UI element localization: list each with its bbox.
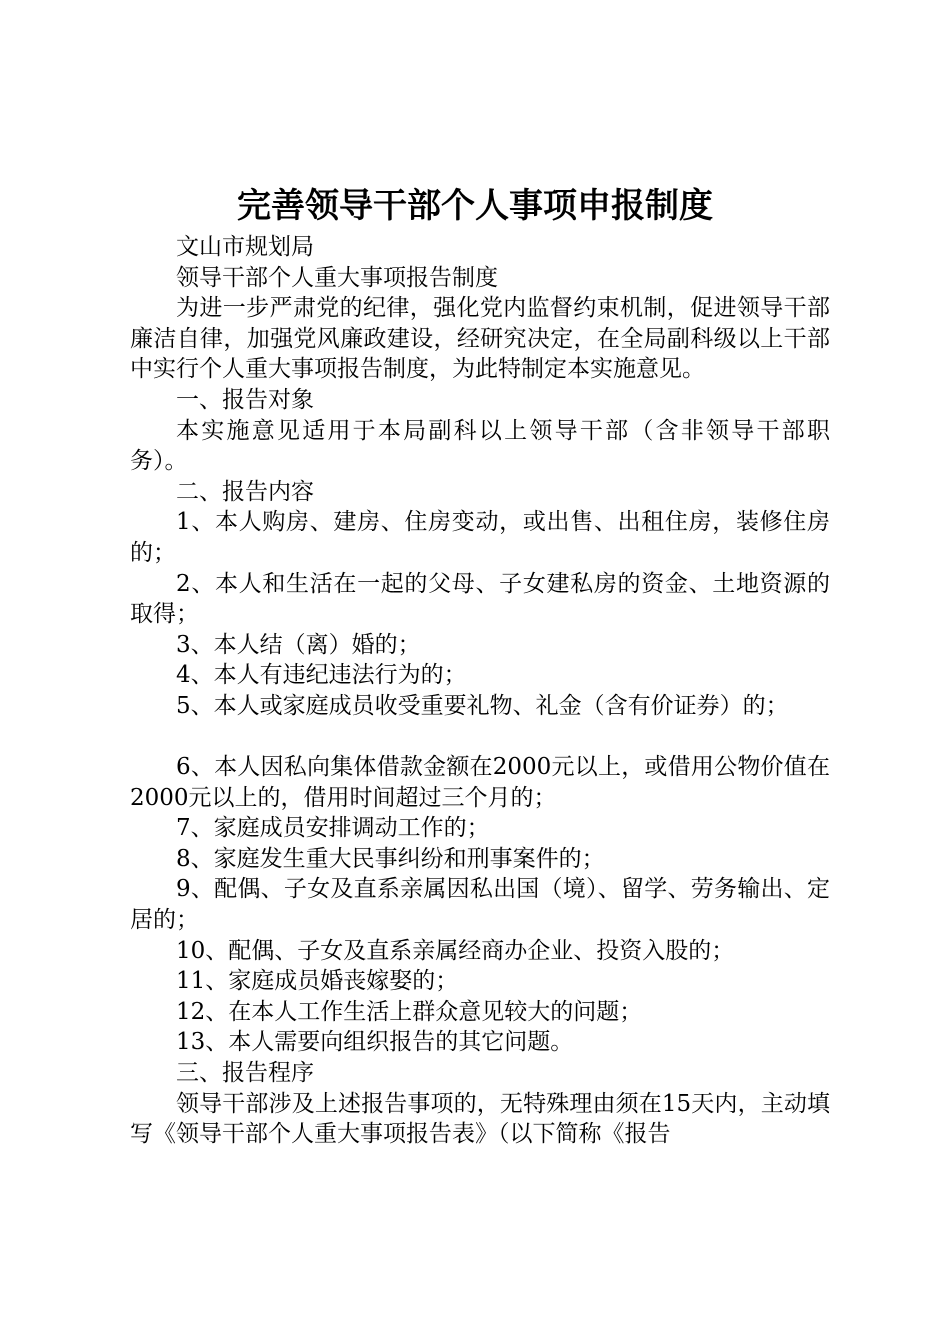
list-item-1: 1、本人购房、建房、住房变动，或出售、出租住房，装修住房的； — [130, 509, 830, 566]
list-item-2: 2、本人和生活在一起的父母、子女建私房的资金、土地资源的取得； — [130, 570, 830, 628]
list-item-3: 3、本人结（离）婚的； — [176, 631, 421, 658]
list-item-9: 9、配偶、子女及直系亲属因私出国（境）、留学、劳务输出、定居的； — [130, 876, 830, 934]
blank-line — [130, 722, 830, 753]
list-item-5: 5、本人或家庭成员收受重要礼物、礼金（含有价证券）的； — [176, 692, 789, 719]
scope-paragraph: 本实施意见适用于本局副科以上领导干部（含非领导干部职务）。 — [130, 417, 830, 475]
section-heading-1: 一、报告对象 — [176, 386, 314, 413]
list-item-13: 13、本人需要向组织报告的其它问题。 — [176, 1029, 574, 1056]
issuer-line: 文山市规划局 — [176, 234, 314, 260]
section-heading-3: 三、报告程序 — [176, 1060, 314, 1087]
list-item-11: 11、家庭成员婚丧嫁娶的； — [176, 968, 459, 995]
list-item-10: 10、配偶、子女及直系亲属经商办企业、投资入股的； — [176, 937, 735, 964]
document-title: 完善领导干部个人事项申报制度 — [237, 186, 713, 226]
list-item-8: 8、家庭发生重大民事纠纷和刑事案件的； — [176, 845, 605, 872]
list-item-12: 12、在本人工作生活上群众意见较大的问题； — [176, 998, 643, 1025]
subtitle-line: 领导干部个人重大事项报告制度 — [176, 264, 498, 291]
list-item-7: 7、家庭成员安排调动工作的； — [176, 815, 490, 842]
intro-paragraph: 为进一步严肃党的纪律，强化党内监督约束机制，促进领导干部廉洁自律，加强党风廉政建设，经研究决定，在全局副科级以上干部中实行个人重大事项报告制度，为此特制定本实施意见。 — [130, 295, 830, 383]
list-item-6: 6、本人因私向集体借款金额在2000元以上，或借用公物价值在2000元以上的，借用时间超过三个月的； — [130, 754, 830, 811]
section-heading-2: 二、报告内容 — [176, 478, 314, 505]
document-body — [130, 232, 830, 1150]
list-item-4: 4、本人有违纪违法行为的； — [176, 662, 467, 689]
procedure-paragraph: 领导干部涉及上述报告事项的，无特殊理由须在15天内，主动填写《领导干部个人重大事项报告表》（以下简称《报告 — [130, 1090, 830, 1148]
